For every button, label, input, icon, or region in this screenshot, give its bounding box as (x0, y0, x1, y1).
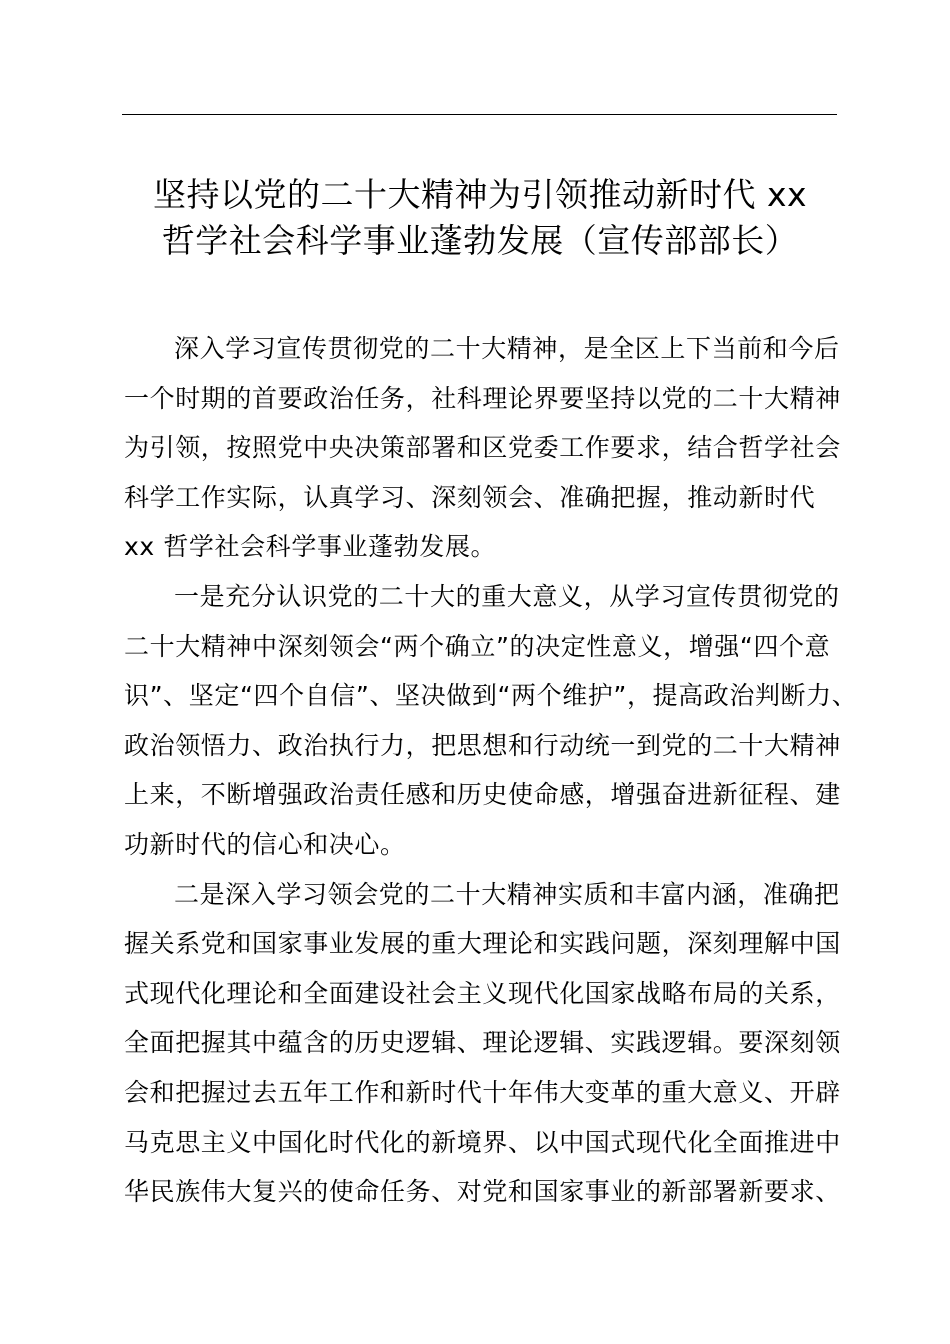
document-title (110, 172, 850, 264)
text-line: 一是充分认识党的二十大的重大意义，从学习宣传贯彻党的 (174, 581, 840, 611)
text-line: 识”、坚定“四个自信”、坚决做到“两个维护”，提高政治判断力、 (124, 681, 858, 711)
text-line: 为引领，按照党中央决策部署和区党委工作要求，结合哲学社会 (124, 433, 841, 463)
header-rule (122, 114, 837, 115)
title-line-2: 哲学社会科学事业蓬勃发展（宣传部部长） (161, 221, 799, 261)
text-line: 深入学习宣传贯彻党的二十大精神，是全区上下当前和今后 (174, 334, 840, 363)
paragraph-point-1 (124, 572, 858, 870)
document-body (124, 324, 858, 1217)
text-line: 政治领悟力、政治执行力，把思想和行动统一到党的二十大精神 (124, 730, 841, 760)
text-line: 功新时代的信心和决心。 (124, 829, 406, 859)
text-line: 科学工作实际，认真学习、深刻领会、准确把握，推动新时代 (124, 482, 816, 512)
text-line: 式现代化理论和全面建设社会主义现代化国家战略布局的关系， (124, 978, 841, 1008)
text-line: 二十大精神中深刻领会“两个确立”的决定性意义，增强“四个意 (124, 631, 831, 661)
paragraph-point-2 (124, 870, 841, 1217)
text-line: 全面把握其中蕴含的历史逻辑、理论逻辑、实践逻辑。要深刻领 (124, 1028, 841, 1058)
text-line: 上来，不断增强政治责任感和历史使命感，增强奋进新征程、建 (124, 780, 841, 810)
text-line: 马克思主义中国化时代化的新境界、以中国式现代化全面推进中 (124, 1127, 841, 1157)
title-line-1: 坚持以党的二十大精神为引领推动新时代 xx (152, 175, 808, 215)
text-line: 握关系党和国家事业发展的重大理论和实践问题，深刻理解中国 (124, 929, 841, 959)
text-line: 二是深入学习领会党的二十大精神实质和丰富内涵，准确把 (174, 879, 840, 909)
text-line: xx 哲学社会科学事业蓬勃发展。 (124, 532, 497, 562)
text-line: 会和把握过去五年工作和新时代十年伟大变革的重大意义、开辟 (124, 1077, 841, 1107)
text-line: 一个时期的首要政治任务，社科理论界要坚持以党的二十大精神 (124, 383, 841, 413)
text-line: 华民族伟大复兴的使命任务、对党和国家事业的新部署新要求、 (124, 1177, 841, 1207)
paragraph-intro (124, 324, 841, 572)
